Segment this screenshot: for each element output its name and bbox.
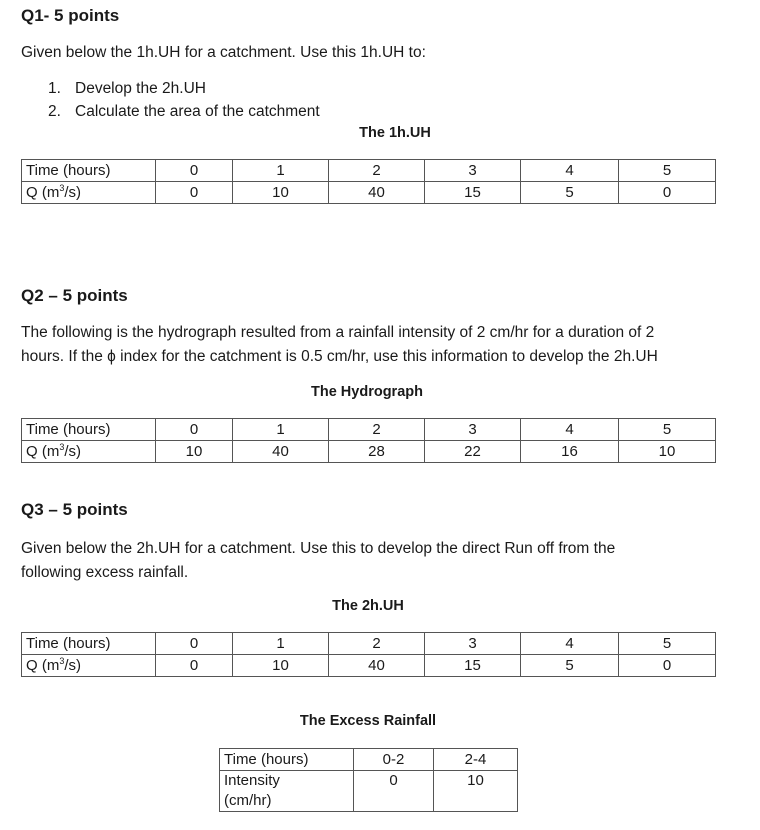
q3-heading: Q3 – 5 points — [21, 500, 128, 519]
q3-time-cell: 0 — [156, 633, 233, 655]
q2-heading: Q2 – 5 points — [21, 286, 128, 305]
q1-time-row — [22, 160, 716, 182]
q2-q-cell: 28 — [329, 441, 425, 463]
q3-q-cell: 40 — [329, 655, 425, 677]
q3-para-line-1: Given below the 2h.UH for a catchment. Use this to develop the direct Run off from the — [21, 540, 616, 557]
q2-q-row — [22, 441, 716, 463]
q1-q-cell: 5 — [521, 182, 619, 204]
q2-q-cell: 22 — [425, 441, 521, 463]
q1-step-1: 1. Develop the 2h.UH — [48, 80, 206, 97]
q3-q-label: Q $(m^3/s)$ — [22, 655, 156, 677]
q3-rain-time-cell: 2-4 — [434, 749, 518, 771]
q2-time-cell: 1 — [233, 419, 329, 441]
q3-rain-intensity-row — [220, 771, 518, 812]
q3-q-row — [22, 655, 716, 677]
q1-heading: Q1- 5 points — [21, 6, 120, 25]
q3-rain-time-label: Time (hours) — [220, 749, 354, 771]
q3-time-cell: 1 — [233, 633, 329, 655]
q2-q-cell: 10 — [156, 441, 233, 463]
q1-time-cell: 3 — [425, 160, 521, 182]
q1-time-cell: 0 — [156, 160, 233, 182]
q3-rain-time-cell: 0-2 — [354, 749, 434, 771]
q1-q-row — [22, 182, 716, 204]
q3-time-cell: 2 — [329, 633, 425, 655]
q1-time-cell: 4 — [521, 160, 619, 182]
q2-time-cell: 0 — [156, 419, 233, 441]
q3-rain-time-row — [220, 749, 518, 771]
q1-steps-list — [48, 77, 320, 123]
q3-rain-intensity-cell: 10 — [434, 771, 518, 812]
q3-q-cell: 15 — [425, 655, 521, 677]
q2-time-cell: 2 — [329, 419, 425, 441]
q2-time-cell: 4 — [521, 419, 619, 441]
q2-time-row — [22, 419, 716, 441]
q3-q-cell: 5 — [521, 655, 619, 677]
q2-q-cell: 10 — [619, 441, 716, 463]
q3-q-cell: 0 — [619, 655, 716, 677]
q2-para-line-2: hours. If the ϕ index for the catchment is 0.5 cm/hr, use this information to develop the 2h.UH — [21, 348, 658, 365]
q1-time-cell: 2 — [329, 160, 425, 182]
q1-uh-table — [21, 159, 716, 204]
q3-q-cell: 0 — [156, 655, 233, 677]
q2-hydrograph-table — [21, 418, 716, 463]
q1-q-cell: 0 — [156, 182, 233, 204]
q1-table-caption: The 1h.UH — [359, 125, 431, 141]
q1-q-cell: 15 — [425, 182, 521, 204]
q3-time-row — [22, 633, 716, 655]
q1-q-label: Q $(m^3/s)$ — [22, 182, 156, 204]
q1-q-cell: 0 — [619, 182, 716, 204]
q2-q-cell: 40 — [233, 441, 329, 463]
q2-table-caption: The Hydrograph — [311, 384, 423, 400]
q3-rain-intensity-cell: 0 — [354, 771, 434, 812]
q1-time-label: Time (hours) — [22, 160, 156, 182]
q1-step-2: 2. Calculate the area of the catchment — [48, 103, 320, 120]
q3-time-label: Time (hours) — [22, 633, 156, 655]
q3-rain-caption: The Excess Rainfall — [299, 713, 437, 729]
q2-time-cell: 5 — [619, 419, 716, 441]
q3-time-cell: 3 — [425, 633, 521, 655]
q3-time-cell: 4 — [521, 633, 619, 655]
q3-uh-table — [21, 632, 716, 677]
q3-rain-intensity-label: Intensity (cm/hr) — [220, 771, 354, 812]
q2-paragraph — [21, 321, 741, 369]
q3-table-caption: The 2h.UH — [332, 598, 404, 614]
q1-intro: Given below the 1h.UH for a catchment. Use this 1h.UH to: — [21, 44, 426, 61]
q1-q-cell: 10 — [233, 182, 329, 204]
q2-time-label: Time (hours) — [22, 419, 156, 441]
q3-paragraph — [21, 537, 741, 585]
q2-para-line-1: The following is the hydrograph resulted from a rainfall intensity of 2 cm/hr for a duration of 2 — [21, 324, 655, 341]
q1-time-cell: 1 — [233, 160, 329, 182]
q2-q-cell: 16 — [521, 441, 619, 463]
q3-excess-rainfall-table — [219, 748, 518, 812]
q3-q-cell: 10 — [233, 655, 329, 677]
q1-time-cell: 5 — [619, 160, 716, 182]
q3-time-cell: 5 — [619, 633, 716, 655]
q3-para-line-2: following excess rainfall. — [21, 564, 189, 581]
q1-q-cell: 40 — [329, 182, 425, 204]
q2-q-label: Q $(m^3/s)$ — [22, 441, 156, 463]
q2-time-cell: 3 — [425, 419, 521, 441]
